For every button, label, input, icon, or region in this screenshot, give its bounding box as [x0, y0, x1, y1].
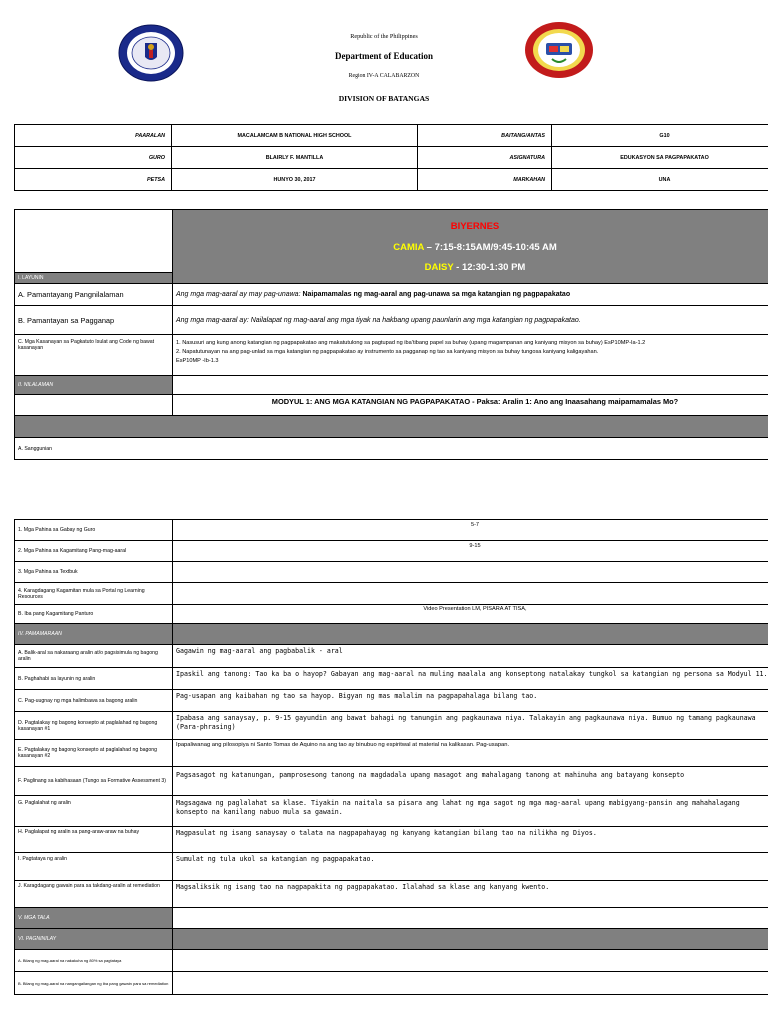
blank-corner-cell: [15, 210, 173, 273]
asignatura-label: ASIGNATURA: [418, 147, 552, 169]
pamamaraan-value-a: Gagawin ng mag-aaral ang pagbabalik - aral: [173, 645, 768, 668]
kasanayan-line-3: EsP10MP -Ib-1.3: [176, 358, 219, 364]
pagninilay-label-b: B. Bilang ng mag-aaral na nangangailangan ng iba pang gawain para sa remediation: [15, 972, 173, 995]
pamamaraan-label-d: D. Pagtalakay ng bagong konsepto at paglalahad ng bagong kasanayan #1: [15, 712, 173, 740]
resource-value-portal: [173, 583, 768, 605]
kasanayan-label: C. Mga Kasanayan sa Pagkatuto Isulat ang Code ng bawat kasanayan: [15, 335, 173, 376]
baitang-label: BAITANG/ANTAS: [418, 125, 552, 147]
pamamaraan-label-j: J. Karagdagang gawain para sa takdang-aralin at remediation: [15, 881, 173, 908]
baitang-value: G10: [552, 125, 768, 147]
daisy-schedule: [176, 262, 768, 273]
nilalaman-heading: II. NILALAMAN: [15, 376, 173, 395]
paaralan-label: PAARALAN: [15, 125, 172, 147]
department-title: Department of Education: [335, 51, 433, 61]
pamamaraan-label-i: I. Pagtataya ng aralin: [15, 853, 173, 881]
lesson-plan-table-lower: [14, 519, 768, 995]
pamamaraan-value-g: Magsagawa ng paglalahat sa klase. Tiyakin na naitala sa pisara ang lahat ng mga sagot ng mga mag-aaral upang mabigyang-pansin ang mahahalagang konsepto na kanilang nabuo mula sa gawain.: [173, 796, 768, 827]
resource-label-portal: 4. Karagdagang Kagamitan mula sa Portal ng Learning Resources: [15, 583, 173, 605]
republic-line: Republic of the Philippines: [350, 33, 418, 40]
nilalaman-spacer: [173, 376, 768, 395]
pagninilay-label-a: A. Bilang ng mag-aaral na nakakuha ng 80% sa pagtataya: [15, 950, 173, 972]
camia-time: – 7:15-8:15AM/9:45-10:45 AM: [424, 241, 557, 253]
nilalaman-text: MODYUL 1: ANG MGA KATANGIAN NG PAGPAPAKATAO - Paksa: Aralin 1: Ano ang Inaasahang maipamamalas Mo?: [173, 395, 768, 416]
grey-separator-bar: [15, 416, 768, 438]
pamantayang-pangnilalaman-text: [173, 284, 768, 306]
schedule-banner: [173, 210, 768, 284]
pamamaraan-heading: IV. PAMAMARAAN: [15, 624, 173, 645]
pamamaraan-heading-fill: [173, 624, 768, 645]
kasanayan-line-2: 2. Napatutunayan na ang pag-unlad sa mga katangian ng pagpapakatao ay instrumento sa pagganap ng tao sa kaniyang misyon sa buhay tungosa kaniyang kaligayahan.: [176, 349, 599, 355]
petsa-label: PETSA: [15, 169, 172, 191]
region-line: Region IV-A CALABARZON: [348, 73, 420, 79]
sanggunian-label: A. Sanggunian: [15, 438, 173, 460]
resource-label-kagamitan: 2. Mga Pahina sa Kagamitang Pang-mag-aaral: [15, 541, 173, 562]
pamamaraan-label-h: H. Paglalapat ng aralin sa pang-araw-araw na buhay: [15, 827, 173, 853]
kasanayan-text: [173, 335, 768, 376]
pagninilay-value-b: [173, 972, 768, 995]
resource-value-gabay: 5-7: [173, 520, 768, 541]
division-title: DIVISION OF BATANGAS: [338, 94, 430, 103]
pamamaraan-value-d: Ipabasa ang sanaysay, p. 9-15 gayundin ang bawat bahagi ng tanungin ang pagkaunawa niya. Talakayin ang pagkaunawa niya. Bumuo ng tamang pagkaunawa (Para-phrasing): [173, 712, 768, 740]
pamamaraan-value-h: Magpasulat ng isang sanaysay o talata na nagpapahayag ng kanyang katangian bilang tao na nilikha ng Diyos.: [173, 827, 768, 853]
pamamaraan-label-g: G. Paglalahat ng aralin: [15, 796, 173, 827]
layunin-heading: I. LAYUNIN: [15, 273, 173, 284]
pangnilalaman-body: Naipamamalas ng mag-aaral ang pag-unawa sa mga katangian ng pagpapakatao: [302, 291, 571, 298]
pagninilay-heading: VI. PAGNINILAY: [15, 929, 173, 950]
schedule-day: BIYERNES: [450, 220, 500, 232]
camia-schedule: [176, 242, 768, 253]
resource-label-textbuk: 3. Mga Pahina sa Textbuk: [15, 562, 173, 583]
lesson-plan-table-upper: [14, 209, 768, 460]
paaralan-value: MACALAMCAM B NATIONAL HIGH SCHOOL: [172, 125, 418, 147]
info-table: [14, 124, 768, 191]
resource-label-gabay: 1. Mga Pahina sa Gabay ng Guro: [15, 520, 173, 541]
pamamaraan-value-c: Pag-usapan ang kaibahan ng tao sa hayop. Bigyan ng mas malalim na pagpapahalaga bilang tao.: [173, 690, 768, 712]
resource-value-textbuk: [173, 562, 768, 583]
pamamaraan-label-c: C. Pag-uugnay ng mga halimbawa sa bagong aralin: [15, 690, 173, 712]
camia-name: CAMIA: [393, 241, 425, 253]
markahan-label: MARKAHAN: [418, 169, 552, 191]
pamamaraan-value-e: Ipapaliwanag ang pilosopiya ni Santo Tomas de Aquino na ang tao ay binubuo ng espiritwal at material na kalikasan. Pag-usapan.: [173, 740, 768, 767]
pamamaraan-label-b: B. Paghahabi sa layunin ng aralin: [15, 668, 173, 690]
pangnilalaman-prefix: Ang mga mag-aaral ay may pag-unawa:: [176, 291, 303, 298]
resource-value-iba-pa: Video Presentation LM, PISARA AT TISA,: [173, 605, 768, 624]
sanggunian-value: [173, 438, 768, 460]
guro-label: GURO: [15, 147, 172, 169]
division-of-batangas-seal-logo: [524, 21, 594, 79]
asignatura-value: EDUKASYON SA PAGPAPAKATAO: [552, 147, 768, 169]
mga-tala-heading: V. MGA TALA: [15, 908, 173, 929]
resource-value-kagamitan: 9-15: [173, 541, 768, 562]
pamamaraan-value-f: Pagsasagot ng katanungan, pamprosesong tanong na magdadala upang masagot ang mahalagang tanong at mahinuha ang batayang konsepto: [173, 767, 768, 796]
daisy-name: DAISY: [424, 261, 454, 273]
markahan-value: UNA: [552, 169, 768, 191]
petsa-value: HUNYO 30, 2017: [172, 169, 418, 191]
resource-label-iba-pa: B. Iba pang Kagamitang Panturo: [15, 605, 173, 624]
pamantayan-sa-pagganap-label: B. Pamantayan sa Pagganap: [15, 306, 173, 335]
pagninilay-heading-fill: [173, 929, 768, 950]
daisy-time: - 12:30-1:30 PM: [453, 261, 526, 273]
pamamaraan-label-e: E. Pagtalakay ng bagong konsepto at paglalahad ng bagong kasanayan #2: [15, 740, 173, 767]
pamamaraan-value-j: Magsaliksik ng isang tao na nagpapakita ng pagpapakatao. Ilalahad sa klase ang kanyang kwento.: [173, 881, 768, 908]
guro-value: BLAIRLY F. MANTILLA: [172, 147, 418, 169]
pamamaraan-value-i: Sumulat ng tula ukol sa katangian ng pagpapakatao.: [173, 853, 768, 881]
pamamaraan-label-a: A. Balik-aral sa nakaraang aralin at/o pagsisimula ng bagong aralin: [15, 645, 173, 668]
pamamaraan-label-f: F. Paglinang sa kabihasaan (Tungo sa Formative Assessment 3): [15, 767, 173, 796]
pamantayang-pangnilalaman-label: A. Pamantayang Pangnilalaman: [15, 284, 173, 306]
kasanayan-line-1: 1. Nasusuri ang kung anong katangian ng pagpapakatao ang makatutulong sa pagtupad ng iba’tibang papel sa buhay (upang magampanan ang kaniyang misyon sa buhay) EsP10MP-Ia-1.2: [176, 340, 646, 346]
pagninilay-value-a: [173, 950, 768, 972]
mga-tala-value: [173, 908, 768, 929]
nilalaman-left-blank: [15, 395, 173, 416]
pamantayan-sa-pagganap-text: Ang mga mag-aaral ay: Nailalapat ng mag-aaral ang mga tiyak na hakbang upang paunlarin ang mga katangian ng pagpapakatao.: [173, 306, 768, 335]
pamamaraan-value-b: Ipaskil ang tanong: Tao ka ba o hayop? Gabayan ang mag-aaral na muling maalala ang konseptong natalakay tungkol sa katangian ng persona sa Modyul 11.: [173, 668, 768, 690]
